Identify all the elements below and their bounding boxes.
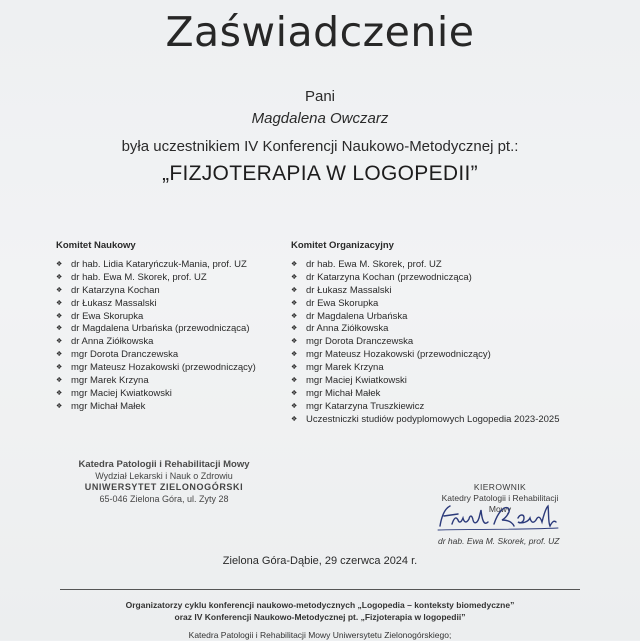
list-item: ❖ dr Magdalena Urbańska (przewodnicząca) <box>56 323 256 336</box>
organizing-committee-heading: Komitet Organizacyjny <box>291 240 394 251</box>
list-item: ❖ dr Łukasz Massalski <box>56 298 256 311</box>
scientific-committee <box>56 240 256 414</box>
list-item: ❖ dr hab. Ewa M. Skorek, prof. UZ <box>56 272 256 285</box>
footer-line-2: oraz IV Konferencji Naukowo-Metodycznej pt. „Fizjoterapia w logopedii” <box>174 612 466 622</box>
stamp-department: Katedra Patologii i Rehabilitacji Mowy <box>78 459 250 470</box>
salutation: Pani <box>304 88 336 105</box>
footer-line-1: Organizatorzy cyklu konferencji naukowo-metodycznych „Logopedia – konteksty biomedyczne” <box>125 600 515 610</box>
conference-title: „FIZJOTERAPIA W LOGOPEDII” <box>162 162 478 185</box>
page-title: Zaświadczenie <box>165 8 475 56</box>
list-item: ❖ mgr Mateusz Hozakowski (przewodniczący) <box>291 349 560 362</box>
list-item: ❖ dr Katarzyna Kochan <box>56 285 256 298</box>
list-item: ❖ mgr Maciej Kwiatkowski <box>56 388 256 401</box>
list-item: ❖ dr Magdalena Urbańska <box>291 311 560 324</box>
list-item: ❖ mgr Dorota Dranczewska <box>291 336 560 349</box>
signature-department: Katedry Patologii i Rehabilitacji Mowy <box>441 493 559 514</box>
list-item: ❖ dr Ewa Skorupka <box>291 298 560 311</box>
organizing-committee <box>291 240 560 427</box>
list-item: ❖ mgr Katarzyna Truszkiewicz <box>291 401 560 414</box>
list-item: ❖ mgr Mateusz Hozakowski (przewodniczący) <box>56 362 256 375</box>
stamp-faculty: Wydział Lekarski i Nauk o Zdrowiu <box>95 470 233 481</box>
list-item: ❖ mgr Marek Krzyna <box>56 375 256 388</box>
signature-position: KIEROWNIK <box>473 482 527 492</box>
list-item: ❖ dr Anna Ziółkowska <box>291 323 560 336</box>
list-item: ❖ dr Łukasz Massalski <box>291 285 560 298</box>
stamp-university: UNIWERSYTET ZIELONOGÓRSKI <box>84 482 244 492</box>
list-item: ❖ dr hab. Lidia Kataryńczuk-Mania, prof. UZ <box>56 259 256 272</box>
list-item: ❖ dr Anna Ziółkowska <box>56 336 256 349</box>
list-item: ❖ mgr Marek Krzyna <box>291 362 560 375</box>
department-stamp <box>64 459 264 505</box>
list-item: ❖ dr Katarzyna Kochan (przewodnicząca) <box>291 272 560 285</box>
list-item: ❖ dr Ewa Skorupka <box>56 311 256 324</box>
list-item: ❖ Uczestniczki studiów podyplomowych Logopedia 2023-2025 <box>291 414 560 427</box>
recipient-name: Magdalena Owczarz <box>251 110 389 127</box>
place-date: Zielona Góra-Dąbie, 29 czerwca 2024 r. <box>222 555 418 567</box>
list-item: ❖ mgr Maciej Kwiatkowski <box>291 375 560 388</box>
list-item: ❖ mgr Michał Małek <box>56 401 256 414</box>
footer-divider <box>60 589 580 590</box>
handwritten-signature <box>432 500 562 534</box>
footer-line-3: Katedra Patologii i Rehabilitacji Mowy Uniwersytetu Zielonogórskiego; <box>188 630 452 640</box>
footer <box>0 599 640 641</box>
stamp-address: 65-046 Zielona Góra, ul. Zyty 28 <box>99 493 229 504</box>
scientific-committee-heading: Komitet Naukowy <box>56 240 136 251</box>
list-item: ❖ dr hab. Ewa M. Skorek, prof. UZ <box>291 259 560 272</box>
list-item: ❖ mgr Michał Małek <box>291 388 560 401</box>
intro-text: była uczestnikiem IV Konferencji Naukowo-Metodycznej pt.: <box>121 138 519 155</box>
list-item: ❖ mgr Dorota Dranczewska <box>56 349 256 362</box>
signer-name: dr hab. Ewa M. Skorek, prof. UZ <box>438 536 560 546</box>
